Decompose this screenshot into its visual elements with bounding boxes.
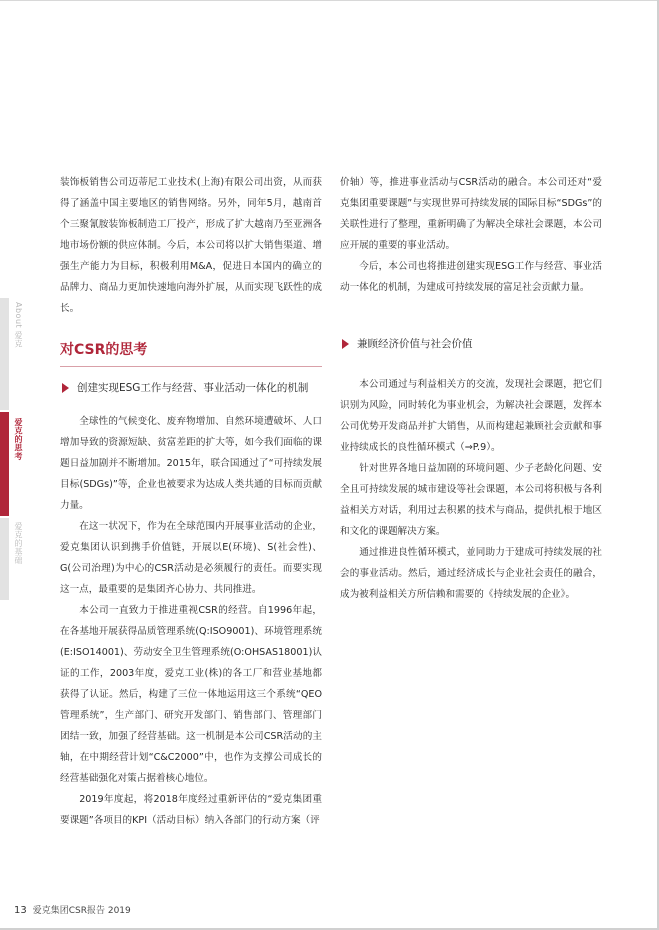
right-top-column bbox=[340, 172, 602, 298]
page-footer bbox=[14, 903, 131, 916]
side-tab-label-about[interactable]: About 爱克 bbox=[14, 302, 23, 349]
subheading-text: 兼顾经济价值与社会价值 bbox=[357, 338, 473, 350]
subheading-esg bbox=[62, 380, 308, 395]
subheading-value bbox=[342, 336, 473, 351]
section-title: 对CSR的思考 bbox=[60, 342, 148, 358]
paragraph: 2019年度起，将2018年度经过重新评估的“爱克集团重要课题”各项目的KPI（活动目标）纳入各部门的行动方案（评 bbox=[60, 794, 322, 826]
report-title: 爱克集团CSR报告 2019 bbox=[32, 906, 131, 916]
paragraph: 价轴）等，推进事业活动与CSR活动的融合。本公司还对“爱克集团重要课题”与实现世界可持续发展的国际目标“SDGs”的关联性进行了整理，重新明确了为解决全球社会课题，本公司应开展的重要的事业活动。 bbox=[340, 177, 602, 251]
side-tab-label-csr[interactable]: 爱克的思考 bbox=[14, 418, 23, 461]
side-tab-basic[interactable] bbox=[0, 518, 9, 600]
side-tab-label-basic[interactable]: 爱克的基础 bbox=[14, 522, 23, 565]
paragraph: 全球性的气候变化、废弃物增加、自然环境遭破坏、人口增加导致的资源短缺、贫富差距的扩大等，如今我们面临的课题日益加剧并不断增加。2015年，联合国通过了“可持续发展目标(SDGs)”等，企业也被要求为达成人类共通的目标而贡献力量。 bbox=[60, 416, 322, 511]
section-divider bbox=[60, 366, 322, 367]
paragraph: 通过推进良性循环模式，並同助力于建成可持续发展的社会的事业活动。然后，通过经济成长与企业社会责任的融合，成为被利益相关方所信赖和需要的《持续发展的企业》。 bbox=[340, 547, 602, 600]
side-tab-csr[interactable] bbox=[0, 412, 9, 516]
triangle-bullet-icon bbox=[62, 383, 69, 393]
paragraph: 本公司通过与利益相关方的交流，发现社会课题，把它们识别为风险，同时转化为事业机会，为解决社会课题，发挥本公司优势开发商品并扩大销售，从而构建起兼顾社会贡献和事业持续成长的良性循环模式（⇒P.9）。 bbox=[340, 379, 602, 453]
triangle-bullet-icon bbox=[342, 339, 349, 349]
left-top-column bbox=[60, 172, 322, 319]
left-body-column bbox=[60, 411, 322, 831]
side-tab-about[interactable] bbox=[0, 298, 9, 410]
paragraph: 今后，本公司也将推进创建实现ESG工作与经营、事业活动一体化的机制，为建成可持续发展的富足社会贡献力量。 bbox=[340, 261, 602, 293]
paragraph: 装饰板销售公司迈蒂尼工业技术(上海)有限公司出资，从而获得了涵盖中国主要地区的销售网络。另外，同年5月，越南首个三聚氰胺装饰板制造工厂投产，形成了扩大越南乃至亚洲各地市场份额的供应体制。今后，本公司将以扩大销售渠道、增强生产能力为目标，积极利用M&A，促进日本国内的确立的品牌力、商品力更加快速地向海外扩展，从而实现飞跃性的成长。 bbox=[60, 177, 322, 314]
page-number: 13 bbox=[14, 905, 27, 916]
paragraph: 针对世界各地日益加剧的环境问题、少子老龄化问题、安全且可持续发展的城市建设等社会课题，本公司将积极与各利益相关方对话，利用过去积累的技术与商品，提供扎根于地区和文化的课题解决方案。 bbox=[340, 463, 602, 537]
subheading-text: 创建实现ESG工作与经营、事业活动一体化的机制 bbox=[77, 382, 309, 394]
paragraph: 本公司一直致力于推进重视CSR的经营。自1996年起，在各基地开展获得品质管理系统(Q:ISO9001)、环境管理系统(E:ISO14001)、劳动安全卫生管理系统(O:OHSAS18001)认证的工作，2003年度，爱克工业(株)的各工厂和营业基地都获得了认证。然后，构建了三位一体地运用这三个系统“QEO管理系统”，生产部门、研究开发部门、销售部门、管理部门团结一致，加强了经营基础。这一机制是本公司CSR活动的主轴，在中期经营计划“C&C2000”中，也作为支撑公司成长的经营基础强化对策占据着核心地位。 bbox=[60, 605, 322, 784]
right-body-column bbox=[340, 374, 602, 605]
paragraph: 在这一状况下，作为在全球范围内开展事业活动的企业，爱克集团认识到携手价值链，开展以E(环境)、S(社会性)、G(公司治理)为中心的CSR活动是必须履行的责任。而要实现这一点，最重要的是集团齐心协力、共同推进。 bbox=[60, 521, 322, 595]
page-frame-top bbox=[0, 0, 659, 1]
